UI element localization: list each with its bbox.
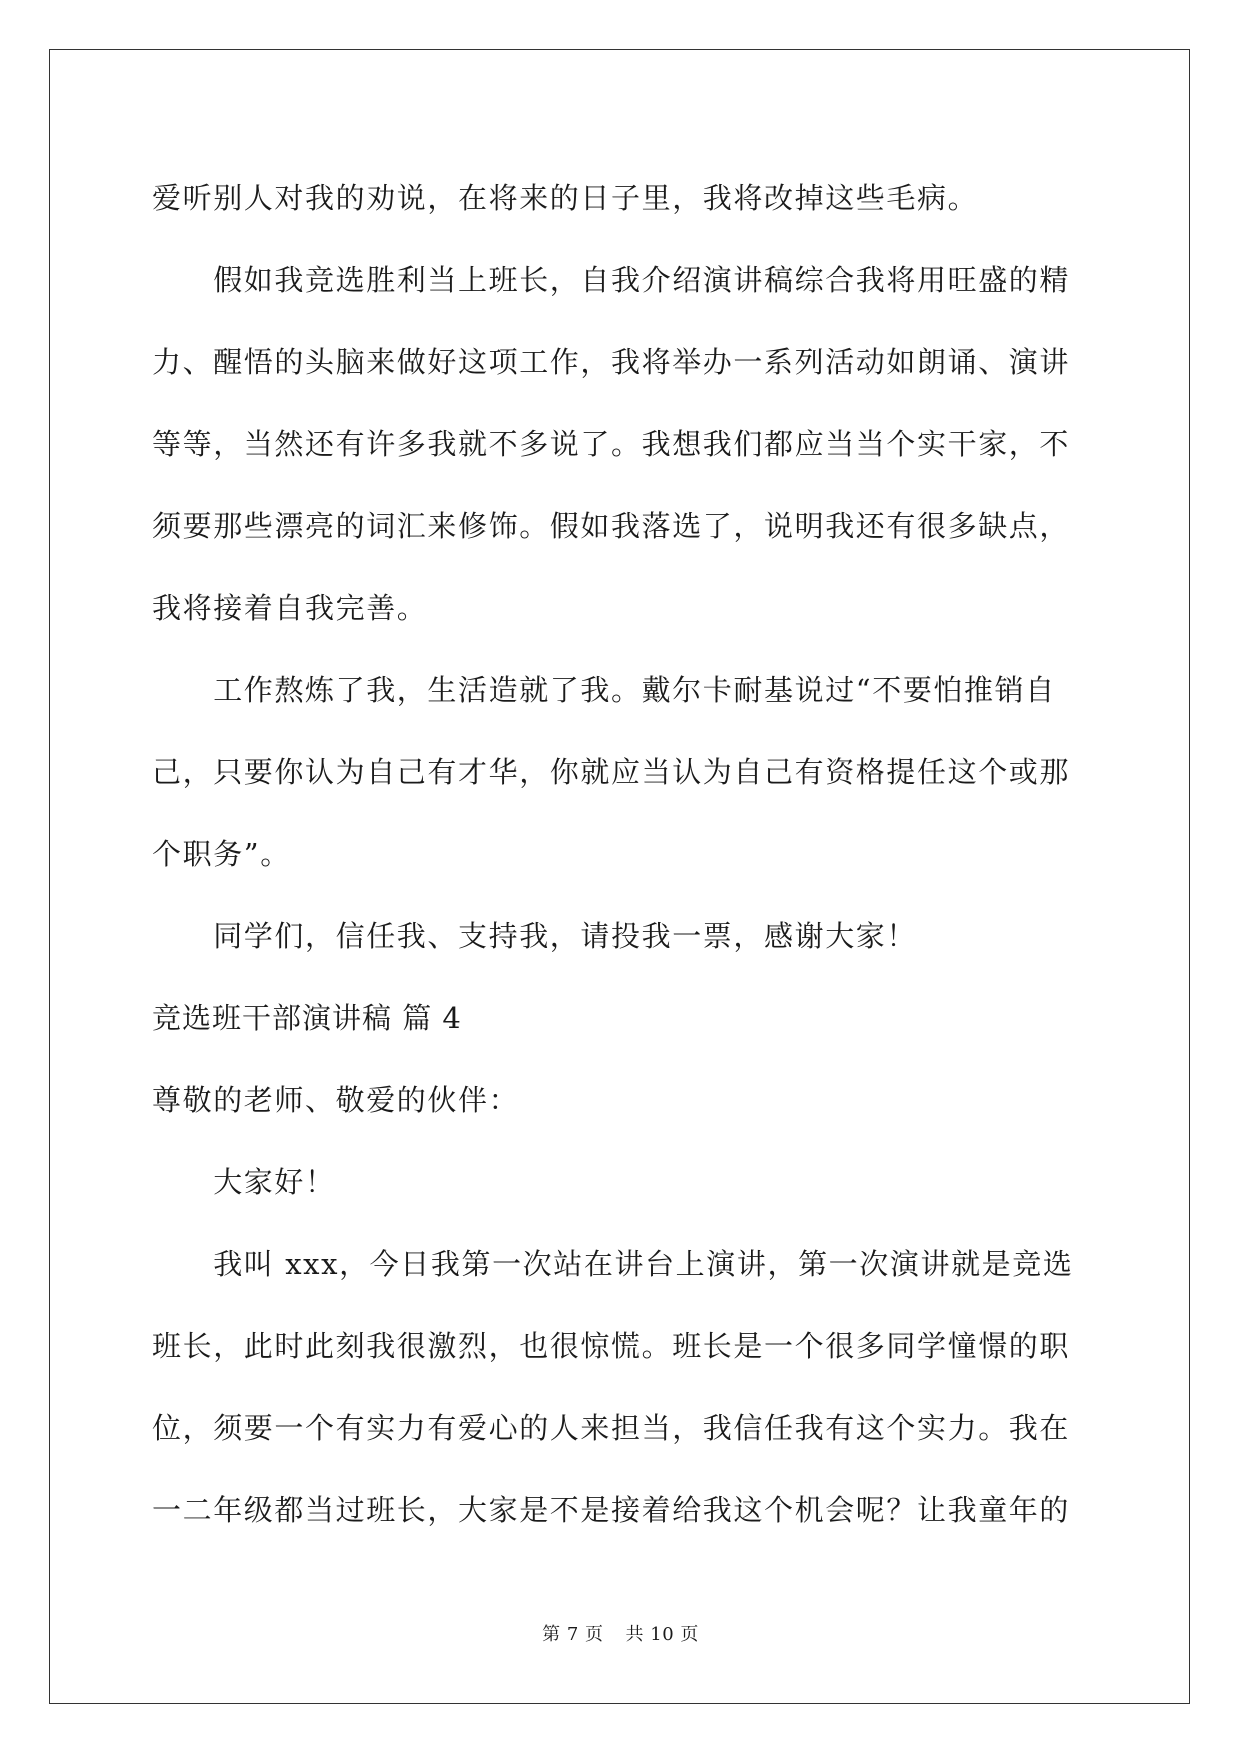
body-line: 个职务”。 [152,837,291,871]
salutation-line: 尊敬的老师、敬爱的伙伴： [152,1083,520,1117]
body-line: 一二年级都当过班长，大家是不是接着给我这个机会呢？让我童年的 [152,1493,1071,1527]
page-number: 第 7 页 [542,1624,604,1645]
body-line: 假如我竞选胜利当上班长，自我介绍演讲稿综合我将用旺盛的精 [152,263,1071,297]
page-total: 共 10 页 [625,1624,699,1645]
body-line: 同学们，信任我、支持我，请投我一票，感谢大家！ [152,919,918,953]
page-footer [0,1620,1241,1646]
body-line: 力、醒悟的头脑来做好这项工作，我将举办一系列活动如朗诵、演讲 [152,345,1071,379]
greeting-line: 大家好！ [152,1165,336,1199]
body-line: 我将接着自我完善。 [152,591,428,625]
body-line: 工作熬炼了我，生活造就了我。戴尔卡耐基说过“不要怕推销自 [152,673,1056,707]
body-line: 等等，当然还有许多我就不多说了。我想我们都应当当个实干家，不 [152,427,1071,461]
body-line: 位，须要一个有实力有爱心的人来担当，我信任我有这个实力。我在 [152,1411,1071,1445]
document-body [152,157,1092,1551]
body-line: 须要那些漂亮的词汇来修饰。假如我落选了，说明我还有很多缺点， [152,509,1071,543]
section-heading: 竞选班干部演讲稿 篇 4 [152,1001,462,1035]
body-line: 我叫 xxx，今日我第一次站在讲台上演讲，第一次演讲就是竞选 [152,1247,1074,1281]
body-line: 班长，此时此刻我很激烈，也很惊慌。班长是一个很多同学憧憬的职 [152,1329,1071,1363]
body-line: 己，只要你认为自己有才华，你就应当认为自己有资格提任这个或那 [152,755,1071,789]
body-line: 爱听别人对我的劝说，在将来的日子里，我将改掉这些毛病。 [152,181,979,215]
